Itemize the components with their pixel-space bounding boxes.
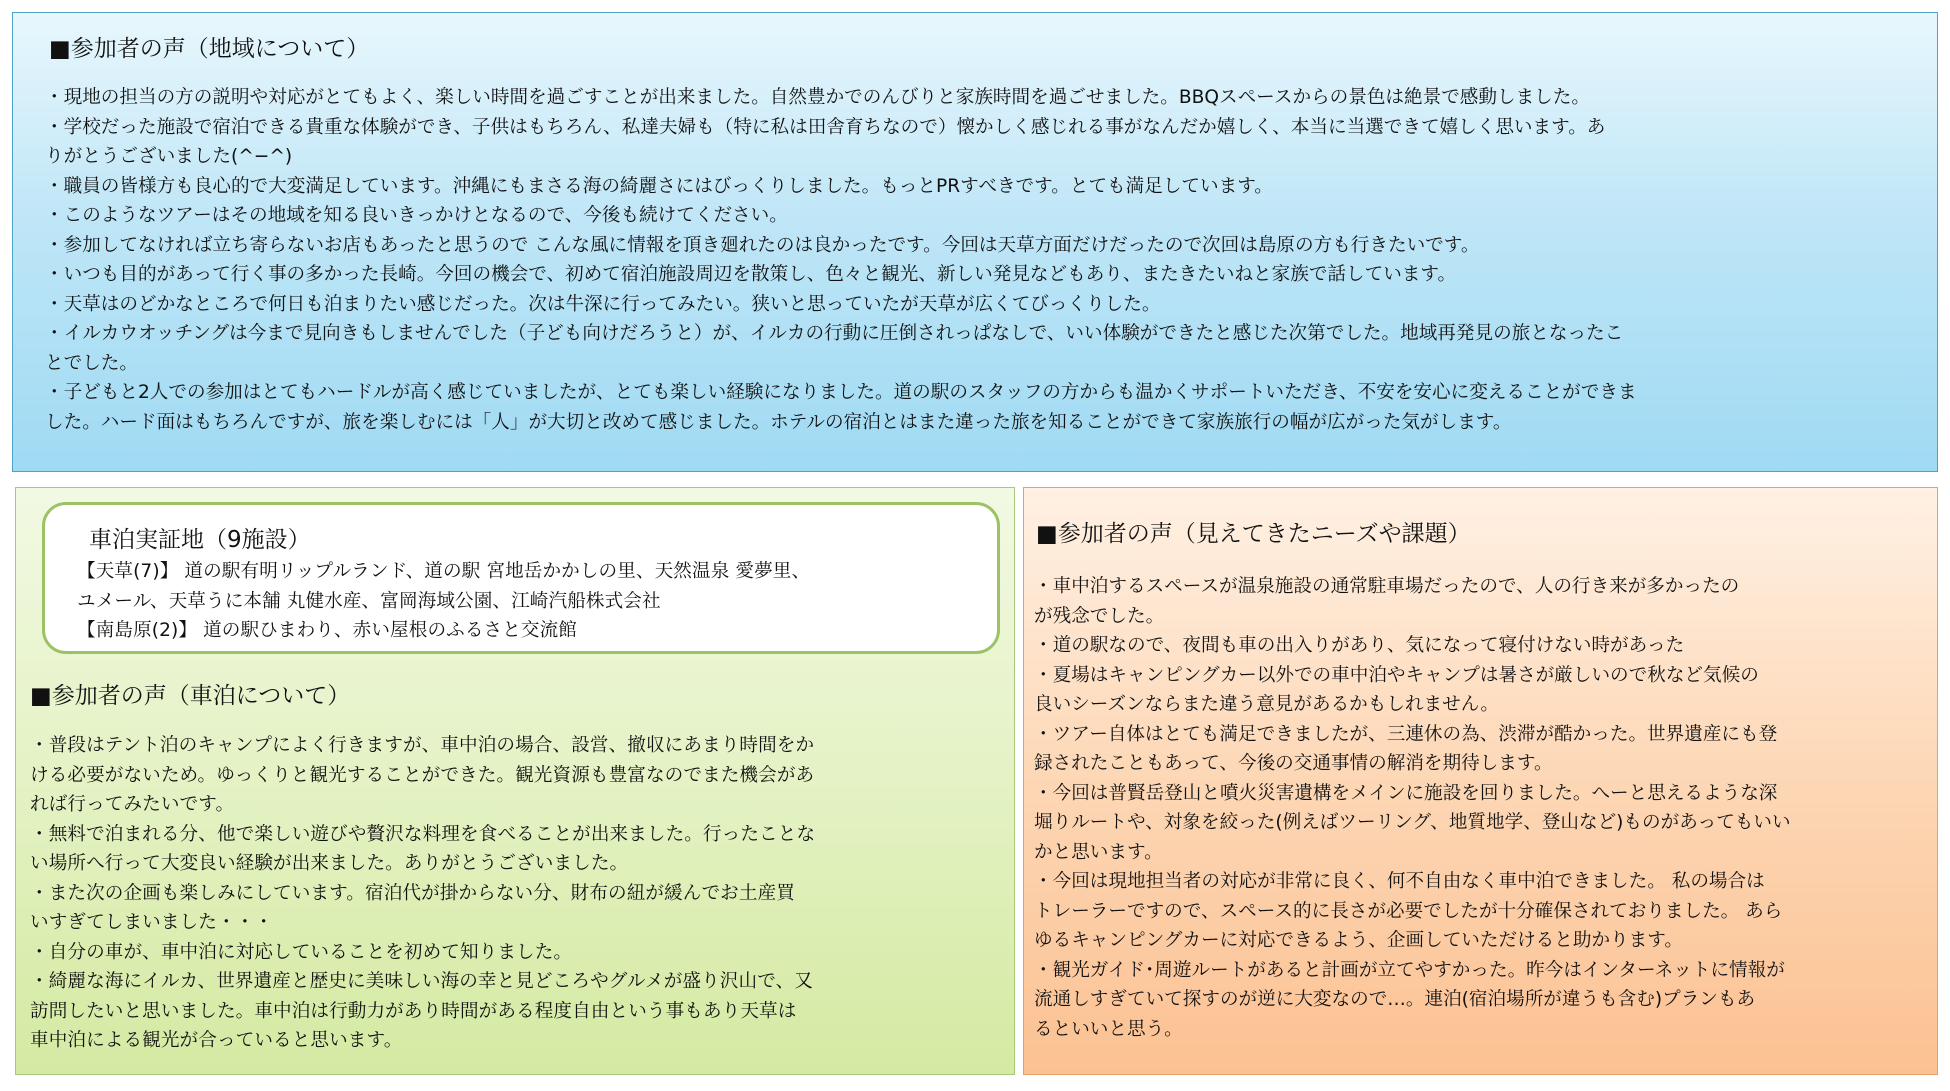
feedback-line: 録されたこともあって、今後の交通事情の解消を期待します。 [1034,753,1553,774]
feedback-line: れば行ってみたいです。 [30,794,235,815]
feedback-line: ・夏場はキャンピングカー以外での車中泊やキャンプは暑さが厳しいので秋など気候の [1034,664,1759,686]
feedback-line: 訪問したいと思いました。車中泊は行動力があり時間がある程度自由という事もあり天草は [30,1000,797,1022]
feedback-line: が残念でした。 [1034,605,1165,627]
regional-feedback-heading: ■参加者の声（地域について） [49,36,370,62]
feedback-line: ・無料で泊まれる分、他で楽しい遊びや贅沢な料理を食べることが出来ました。行ったことな [30,823,816,845]
feedback-line: 流通しすぎていて探すのが逆に大変なので…。連泊(宿泊場所が違うも含む)プランもあ [1034,989,1756,1010]
feedback-line: ・車中泊するスペースが温泉施設の通常駐車場だったので、人の行き来が多かったの [1034,576,1740,597]
regional-feedback-list [45,83,1637,437]
feedback-line: 良いシーズンならまた違う意見があるかもしれません。 [1034,694,1500,715]
car-camping-feedback-list [30,731,815,1056]
feedback-line: トレーラーですので、スペース的に長さが必要でしたが十分確保されておりました。 あら [1034,900,1783,922]
needs-issues-list [1034,572,1791,1044]
feedback-line: ゆるキャンピングカーに対応できるよう、企画していただけると助かります。 [1034,930,1683,951]
feedback-line: ・今回は普賢岳登山と噴火災害遺構をメインに施設を回りました。へーと思えるような深 [1034,782,1778,804]
needs-issues-heading: ■参加者の声（見えてきたニーズや課題） [1036,521,1471,547]
pilot-sites-box [42,502,1000,654]
feedback-line: とでした。 [45,352,138,374]
feedback-line: るといいと思う。 [1034,1018,1183,1040]
feedback-line: ・観光ガイド･周遊ルートがあると計画が立てやすかった。昨今はインターネットに情報が [1034,959,1785,981]
feedback-line: い場所へ行って大変良い経験が出来ました。ありがとうございました。 [30,853,629,874]
feedback-line: ・自分の車が、車中泊に対応していることを初めて知りました。 [30,941,573,963]
feedback-line: りがとうございました(^−^) [45,146,293,167]
feedback-line: ・子どもと2人での参加はとてもハードルが高く感じていましたが、とても楽しい経験になりました。道の駅のスタッフの方からも温かくサポートいただき、不安を安心に変えることができま [45,382,1637,403]
feedback-line: かと思います。 [1034,841,1163,863]
pilot-sites-list [77,557,810,646]
pilot-sites-line: ユメール、天草うに本舗 丸健水産、富岡海域公園、江崎汽船株式会社 [77,590,661,612]
feedback-line: ・現地の担当の方の説明や対応がとてもよく、楽しい時間を過ごすことが出来ました。自然豊かでのんびりと家族時間を過ごせました。BBQスペースからの景色は絶景で感動しました。 [45,87,1590,108]
feedback-line: ・学校だった施設で宿泊できる貴重な体験ができ、子供はもちろん、私達夫婦も（特に私は田舎育ちなので）懐かしく感じれる事がなんだか嬉しく、本当に当選できて嬉しく思います。あ [45,116,1606,138]
car-camping-feedback-panel [15,487,1015,1075]
feedback-line: ・綺麗な海にイルカ、世界遺産と歴史に美味しい海の幸と見どころやグルメが盛り沢山で、又 [30,971,813,992]
feedback-line: ・普段はテント泊のキャンプによく行きますが、車中泊の場合、設営、撤収にあまり時間をか [30,735,815,756]
car-camping-feedback-heading: ■参加者の声（車泊について） [30,683,351,709]
pilot-sites-line: 【天草(7)】 道の駅有明リップルランド、道の駅 宮地岳かかしの里、天然温泉 愛夢里、 [77,561,811,582]
feedback-line: ・天草はのどかなところで何日も泊まりたい感じだった。次は牛深に行ってみたい。狭いと思っていたが天草が広くてびっくりした。 [45,293,1161,315]
needs-issues-panel [1023,487,1938,1075]
feedback-line: ・職員の皆様方も良心的で大変満足しています。沖縄にもまさる海の綺麗さにはびっくりしました。もっとPRすべきです。とても満足しています。 [45,175,1273,197]
feedback-line: した。ハード面はもちろんですが、旅を楽しむには「人」が大切と改めて感じました。ホテルの宿泊とはまた違った旅を知ることができて家族旅行の幅が広がった気がします。 [45,411,1512,433]
feedback-line: ・今回は現地担当者の対応が非常に良く、何不自由なく車中泊できました。 私の場合は [1034,871,1765,892]
pilot-sites-title: 車泊実証地（9施設） [89,527,311,553]
feedback-line: 車中泊による観光が合っていると思います。 [30,1030,403,1051]
feedback-line: ・また次の企画も楽しみにしています。宿泊代が掛からない分、財布の紐が緩んでお土産買 [30,882,795,904]
feedback-line: ・参加してなければ立ち寄らないお店もあったと思うので こんな風に情報を頂き廻れたのは良かったです。今回は天草方面だけだったので次回は島原の方も行きたいです。 [45,234,1480,256]
feedback-line: ・いつも目的があって行く事の多かった長崎。今回の機会で、初めて宿泊施設周辺を散策し、色々と観光、新しい発見などもあり、またきたいねと家族で話しています。 [45,264,1457,285]
feedback-line: いすぎてしまいました・・・ [30,912,274,933]
feedback-line: ・このようなツアーはその地域を知る良いきっかけとなるので、今後も続けてください。 [45,205,788,226]
feedback-line: ・道の駅なので、夜間も車の出入りがあり、気になって寝付けない時があった [1034,635,1685,656]
feedback-line: ・イルカウオッチングは今まで見向きもしませんでした（子ども向けだろうと）が、イルカの行動に圧倒されっぱなしで、いい体験ができたと感じた次第でした。地域再発見の旅となったこ [45,323,1624,344]
regional-feedback-panel [12,12,1938,472]
feedback-line: ・ツアー自体はとても満足できましたが、三連休の為、渋滞が酷かった。世界遺産にも登 [1034,723,1778,745]
pilot-sites-line: 【南島原(2)】 道の駅ひまわり、赤い屋根のふるさと交流館 [77,620,577,641]
feedback-line: 堀りルートや、対象を絞った(例えばツーリング、地質地学、登山など)ものがあってもいい [1034,812,1791,833]
feedback-line: ける必要がないため。ゆっくりと観光することができた。観光資源も豊富なのでまた機会があ [30,764,815,786]
